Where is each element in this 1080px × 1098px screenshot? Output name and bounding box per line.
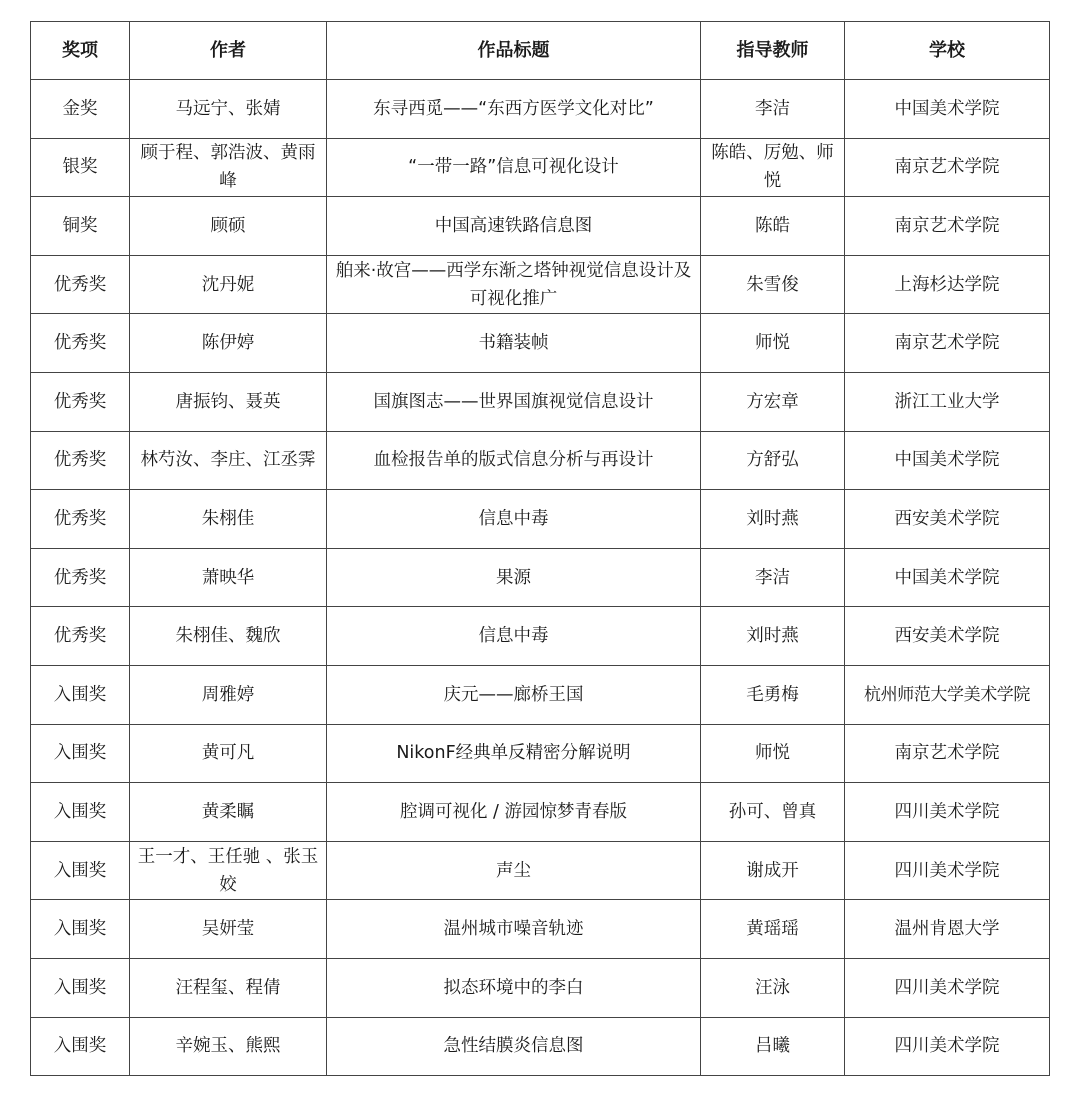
cell-school: 南京艺术学院 (845, 138, 1050, 197)
cell-school: 中国美术学院 (845, 431, 1050, 490)
cell-school: 中国美术学院 (845, 80, 1050, 139)
cell-advisor: 师悦 (701, 314, 845, 373)
cell-award: 优秀奖 (31, 314, 130, 373)
cell-work-title: 信息中毒 (327, 490, 701, 549)
cell-school: 浙江工业大学 (845, 372, 1050, 431)
cell-author: 汪程玺、程倩 (130, 958, 327, 1017)
table-body (31, 80, 1050, 1076)
cell-advisor: 师悦 (701, 724, 845, 783)
table-row (31, 197, 1050, 256)
cell-advisor: 刘时燕 (701, 490, 845, 549)
table-header (31, 22, 1050, 80)
table-row (31, 255, 1050, 314)
cell-school: 杭州师范大学美术学院 (845, 665, 1050, 724)
cell-school: 南京艺术学院 (845, 724, 1050, 783)
cell-advisor: 汪泳 (701, 958, 845, 1017)
table-row (31, 548, 1050, 607)
cell-work-title: 信息中毒 (327, 607, 701, 666)
header-advisor: 指导教师 (701, 22, 845, 80)
cell-author: 朱栩佳 (130, 490, 327, 549)
cell-advisor: 吕曦 (701, 1017, 845, 1076)
cell-advisor: 方宏章 (701, 372, 845, 431)
cell-work-title: 中国高速铁路信息图 (327, 197, 701, 256)
cell-author: 王一才、王任驰 、张玉姣 (130, 841, 327, 900)
cell-author: 辛婉玉、熊熙 (130, 1017, 327, 1076)
cell-advisor: 朱雪俊 (701, 255, 845, 314)
cell-work-title: 国旗图志——世界国旗视觉信息设计 (327, 372, 701, 431)
table-row (31, 724, 1050, 783)
cell-award: 优秀奖 (31, 372, 130, 431)
cell-work-title: 庆元——廊桥王国 (327, 665, 701, 724)
table-row (31, 138, 1050, 197)
table-row (31, 783, 1050, 842)
cell-work-title: 书籍装帧 (327, 314, 701, 373)
cell-author: 马远宁、张婧 (130, 80, 327, 139)
cell-author: 林芍汝、李庄、江丞霁 (130, 431, 327, 490)
cell-award: 入围奖 (31, 1017, 130, 1076)
cell-school: 温州肯恩大学 (845, 900, 1050, 959)
cell-school: 西安美术学院 (845, 607, 1050, 666)
cell-advisor: 孙可、曾真 (701, 783, 845, 842)
cell-work-title: 急性结膜炎信息图 (327, 1017, 701, 1076)
cell-work-title: 声尘 (327, 841, 701, 900)
cell-work-title: 果源 (327, 548, 701, 607)
cell-school: 上海杉达学院 (845, 255, 1050, 314)
cell-award: 入围奖 (31, 900, 130, 959)
cell-school: 四川美术学院 (845, 783, 1050, 842)
header-award: 奖项 (31, 22, 130, 80)
cell-award: 优秀奖 (31, 548, 130, 607)
header-work-title: 作品标题 (327, 22, 701, 80)
cell-work-title: 腔调可视化 / 游园惊梦青春版 (327, 783, 701, 842)
table-row (31, 841, 1050, 900)
cell-advisor: 刘时燕 (701, 607, 845, 666)
cell-author: 黄可凡 (130, 724, 327, 783)
cell-award: 金奖 (31, 80, 130, 139)
header-school: 学校 (845, 22, 1050, 80)
table-row (31, 80, 1050, 139)
table-row (31, 372, 1050, 431)
cell-advisor: 李洁 (701, 548, 845, 607)
cell-advisor: 陈皓 (701, 197, 845, 256)
table-row (31, 314, 1050, 373)
cell-award: 入围奖 (31, 841, 130, 900)
table-row (31, 665, 1050, 724)
table-row (31, 1017, 1050, 1076)
cell-award: 优秀奖 (31, 255, 130, 314)
cell-advisor: 方舒弘 (701, 431, 845, 490)
cell-school: 四川美术学院 (845, 841, 1050, 900)
cell-author: 唐振钧、聂英 (130, 372, 327, 431)
cell-work-title: NikonF经典单反精密分解说明 (327, 724, 701, 783)
table-row (31, 900, 1050, 959)
cell-award: 入围奖 (31, 958, 130, 1017)
awards-table (30, 21, 1050, 1076)
table-row (31, 607, 1050, 666)
cell-author: 顾硕 (130, 197, 327, 256)
header-author: 作者 (130, 22, 327, 80)
cell-school: 南京艺术学院 (845, 314, 1050, 373)
cell-work-title: 东寻西觅——“东西方医学文化对比” (327, 80, 701, 139)
cell-school: 四川美术学院 (845, 1017, 1050, 1076)
table-row (31, 431, 1050, 490)
cell-author: 陈伊婷 (130, 314, 327, 373)
cell-school: 西安美术学院 (845, 490, 1050, 549)
cell-award: 优秀奖 (31, 490, 130, 549)
cell-author: 朱栩佳、魏欣 (130, 607, 327, 666)
cell-advisor: 谢成开 (701, 841, 845, 900)
table-row (31, 490, 1050, 549)
cell-award: 优秀奖 (31, 607, 130, 666)
table-row (31, 958, 1050, 1017)
cell-school: 中国美术学院 (845, 548, 1050, 607)
cell-advisor: 陈皓、厉勉、师悦 (701, 138, 845, 197)
cell-award: 入围奖 (31, 724, 130, 783)
cell-author: 萧映华 (130, 548, 327, 607)
header-row (31, 22, 1050, 80)
cell-award: 铜奖 (31, 197, 130, 256)
cell-advisor: 黄瑶瑶 (701, 900, 845, 959)
cell-work-title: 血检报告单的版式信息分析与再设计 (327, 431, 701, 490)
cell-school: 四川美术学院 (845, 958, 1050, 1017)
cell-advisor: 毛勇梅 (701, 665, 845, 724)
cell-author: 周雅婷 (130, 665, 327, 724)
cell-advisor: 李洁 (701, 80, 845, 139)
cell-work-title: 温州城市噪音轨迹 (327, 900, 701, 959)
cell-award: 入围奖 (31, 665, 130, 724)
cell-author: 顾于程、郭浩波、黄雨峰 (130, 138, 327, 197)
cell-award: 优秀奖 (31, 431, 130, 490)
cell-work-title: 舶来·故宫——西学东渐之塔钟视觉信息设计及可视化推广 (327, 255, 701, 314)
cell-award: 入围奖 (31, 783, 130, 842)
cell-work-title: 拟态环境中的李白 (327, 958, 701, 1017)
cell-author: 吴妍莹 (130, 900, 327, 959)
awards-sheet (30, 21, 1048, 1076)
cell-work-title: “一带一路”信息可视化设计 (327, 138, 701, 197)
cell-author: 沈丹妮 (130, 255, 327, 314)
cell-award: 银奖 (31, 138, 130, 197)
cell-school: 南京艺术学院 (845, 197, 1050, 256)
cell-author: 黄柔瞩 (130, 783, 327, 842)
